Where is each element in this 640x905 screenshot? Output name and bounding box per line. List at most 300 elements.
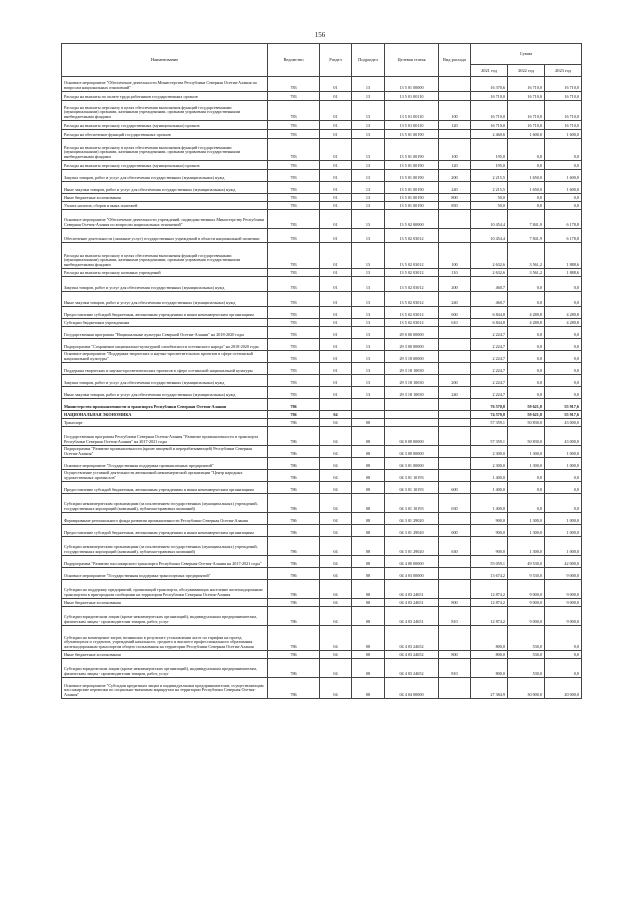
row-ved: 786 [268, 482, 320, 494]
row-name: Основное мероприятие "Государственная поддержка промышленных предприятий" [62, 458, 268, 470]
row-podrazdel: 13 [352, 269, 385, 277]
table-row [62, 651, 582, 659]
table-row [62, 513, 582, 525]
row-podrazdel: 13 [352, 375, 385, 387]
row-sum-2021: 6 844,8 [471, 319, 508, 327]
row-cs: 29 3 18 10030 [385, 387, 439, 399]
row-sum-2022: 4 280,8 [508, 319, 545, 327]
row-sum-2023: 0,0 [545, 351, 582, 363]
row-ved: 786 [268, 651, 320, 659]
row-razdel: 01 [320, 92, 352, 101]
row-sum-2023: 1 600,0 [545, 182, 582, 194]
row-name: Расходы на выплаты персоналу государственных (муниципальных) органов [62, 161, 268, 170]
row-razdel: 01 [320, 243, 352, 269]
row-cs: 13 5 02 03012 [385, 243, 439, 269]
row-sum-2021: 12 874,2 [471, 599, 508, 607]
row-ved: 786 [268, 470, 320, 482]
row-sum-2021: 460,7 [471, 277, 508, 292]
row-sum-2021: 2 224,7 [471, 327, 508, 339]
row-razdel: 04 [320, 599, 352, 607]
row-ved: 786 [268, 525, 320, 537]
row-sum-2021: 2 300,0 [471, 446, 508, 458]
row-podrazdel: 13 [352, 194, 385, 202]
row-sum-2023: 43 000,0 [545, 427, 582, 446]
row-sum-2023: 1 000,0 [545, 537, 582, 556]
row-sum-2022: 50 830,0 [508, 419, 545, 427]
table-row [62, 659, 582, 678]
row-sum-2021: 2 215,5 [471, 182, 508, 194]
table-row [62, 626, 582, 651]
row-cs: 13 5 02 03012 [385, 269, 439, 277]
row-vr [439, 556, 471, 568]
row-razdel: 04 [320, 651, 352, 659]
row-sum-2022: 530,0 [508, 626, 545, 651]
row-razdel: 04 [320, 659, 352, 678]
row-name: Подпрограмма "Развитие промышленности (кроме пищевой и перерабатывающей) Республики Северная Осетия-Алания" [62, 446, 268, 458]
row-sum-2023: 20 000,0 [545, 678, 582, 699]
row-sum-2021: 57 359,1 [471, 427, 508, 446]
row-name: Основное мероприятие "Обеспечение деятельности Министерства Республики Северная Осетия-Алания по вопросам национальных отношений" [62, 77, 268, 92]
row-razdel: 04 [320, 513, 352, 525]
row-name: Субсидии на поддержку предприятий, организаций транспорта, обслуживающих население железнодорожным транспортом в пригородном сообщении на территории Республики Северная Осетия-Алания [62, 580, 268, 599]
row-cs: 04 0 00 00000 [385, 427, 439, 446]
row-sum-2021: 76 570,8 [471, 399, 508, 411]
row-razdel: 04 [320, 446, 352, 458]
row-ved: 786 [268, 399, 320, 411]
row-sum-2021: 2 224,7 [471, 339, 508, 351]
row-razdel: 01 [320, 130, 352, 139]
table-row [62, 182, 582, 194]
row-podrazdel: 13 [352, 202, 385, 210]
row-razdel: 01 [320, 182, 352, 194]
row-name: Субсидии некоммерческим организациям (за исключением государственных (муниципальных) учреждений, государственных корпораций (компаний), публично-правовых компаний) [62, 494, 268, 513]
table-row [62, 599, 582, 607]
row-sum-2023: 0,0 [545, 139, 582, 161]
table-row [62, 202, 582, 210]
row-vr: 800 [439, 599, 471, 607]
row-razdel: 01 [320, 277, 352, 292]
row-razdel: 04 [320, 411, 352, 419]
row-sum-2023: 1 000,0 [545, 446, 582, 458]
row-sum-2023: 0,0 [545, 292, 582, 307]
row-sum-2023: 0,0 [545, 161, 582, 170]
row-podrazdel: 13 [352, 351, 385, 363]
row-sum-2023: 0,0 [545, 651, 582, 659]
row-sum-2023: 1 000,0 [545, 458, 582, 470]
row-vr: 200 [439, 277, 471, 292]
row-sum-2023: 55 917,6 [545, 411, 582, 419]
row-razdel: 01 [320, 139, 352, 161]
row-sum-2023: 0,0 [545, 482, 582, 494]
row-podrazdel: 13 [352, 130, 385, 139]
row-sum-2023: 4 280,8 [545, 319, 582, 327]
row-razdel: 01 [320, 319, 352, 327]
row-vr: 120 [439, 161, 471, 170]
row-name: Иные бюджетные ассигнования [62, 194, 268, 202]
row-razdel: 04 [320, 678, 352, 699]
row-podrazdel: 13 [352, 161, 385, 170]
table-row [62, 92, 582, 101]
row-cs: 29 3 18 10030 [385, 375, 439, 387]
header-ved: Ведомство [268, 44, 320, 77]
row-name: Расходы на выплаты персоналу казенных учреждений [62, 269, 268, 277]
row-sum-2022: 7 841,9 [508, 210, 545, 229]
row-podrazdel: 08 [352, 651, 385, 659]
row-sum-2022: 530,0 [508, 651, 545, 659]
row-razdel: 04 [320, 525, 352, 537]
table-row [62, 210, 582, 229]
row-ved: 783 [268, 202, 320, 210]
row-sum-2021: 195,0 [471, 139, 508, 161]
row-vr: 240 [439, 182, 471, 194]
row-sum-2023: 4 280,8 [545, 307, 582, 319]
row-vr [439, 513, 471, 525]
row-cs: 04 4 03 24652 [385, 626, 439, 651]
row-podrazdel: 13 [352, 339, 385, 351]
row-cs: 04 3 01 29020 [385, 537, 439, 556]
table-row [62, 494, 582, 513]
row-name: Иные закупки товаров, работ и услуг для обеспечения государственных (муниципальных) нужд [62, 292, 268, 307]
row-name: Предоставление субсидий бюджетным, автономным учреждениям и иным некоммерческим организациям [62, 525, 268, 537]
row-name: Основное мероприятие "Поддержка творческих и научно-просветительских проектов в сфере осетинской национальной культуры" [62, 351, 268, 363]
row-cs: 04 3 00 00000 [385, 446, 439, 458]
row-sum-2021: 74 570,8 [471, 411, 508, 419]
row-razdel: 01 [320, 161, 352, 170]
row-ved: 786 [268, 411, 320, 419]
row-sum-2021: 50,0 [471, 202, 508, 210]
row-razdel: 01 [320, 339, 352, 351]
row-sum-2021: 16 710,0 [471, 121, 508, 130]
row-sum-2023: 9 000,0 [545, 607, 582, 626]
row-ved: 786 [268, 659, 320, 678]
row-razdel: 01 [320, 202, 352, 210]
row-cs [385, 419, 439, 427]
row-cs: 13 5 01 00190 [385, 202, 439, 210]
row-cs: 04 4 00 00000 [385, 556, 439, 568]
row-cs: 13 5 02 03012 [385, 319, 439, 327]
header-year-2022: 2022 год [508, 65, 545, 77]
row-cs: 13 5 01 00190 [385, 139, 439, 161]
row-sum-2022: 0,0 [508, 363, 545, 375]
row-ved: 786 [268, 568, 320, 580]
row-ved: 783 [268, 363, 320, 375]
row-name: Уплата налогов, сборов и иных платежей [62, 202, 268, 210]
row-razdel: 01 [320, 101, 352, 121]
row-sum-2023: 1 600,0 [545, 170, 582, 182]
row-name: Расходы на выплаты персоналу в целях обеспечения выполнения функций государственными (муниципальными) органами, казенными учреждениями, органами управления государственными внебюджетными фондами [62, 243, 268, 269]
row-sum-2023: 1 000,0 [545, 513, 582, 525]
row-name: Основное мероприятие "Государственная поддержка транспортных предприятий" [62, 568, 268, 580]
row-cs: 13 5 02 03012 [385, 229, 439, 243]
row-name: Основное мероприятие "Субсидии кредитным лицам и индивидуальным предпринимателям, осуществляющим пассажирские перевозки по социально-значимым маршрутам на территории Республики Северная Осетия-Алания" [62, 678, 268, 699]
row-podrazdel: 13 [352, 363, 385, 375]
row-name: Обеспечение деятельности (оказание услуг) государственных учреждений в области национальной политики [62, 229, 268, 243]
table-row [62, 458, 582, 470]
table-row [62, 537, 582, 556]
row-name: Расходы на выплаты персоналу в целях обеспечения выполнения функций государственными (муниципальными) органами, казенными учреждениями, органами управления государственными внебюджетными фондами [62, 101, 268, 121]
row-sum-2021: 2 224,7 [471, 363, 508, 375]
row-podrazdel: 13 [352, 292, 385, 307]
row-razdel: 04 [320, 458, 352, 470]
row-podrazdel: 08 [352, 525, 385, 537]
row-sum-2023: 0,0 [545, 339, 582, 351]
row-podrazdel: 08 [352, 482, 385, 494]
row-sum-2022: 30 000,0 [508, 678, 545, 699]
row-vr [439, 399, 471, 411]
row-vr [439, 351, 471, 363]
row-ved: 783 [268, 339, 320, 351]
row-razdel [320, 399, 352, 411]
row-sum-2022: 0,0 [508, 139, 545, 161]
row-podrazdel: 08 [352, 458, 385, 470]
row-vr: 600 [439, 525, 471, 537]
row-podrazdel: 08 [352, 678, 385, 699]
table-row [62, 580, 582, 599]
row-cs: 04 4 03 24651 [385, 599, 439, 607]
table-row [62, 446, 582, 458]
row-sum-2023: 0,0 [545, 277, 582, 292]
row-sum-2023: 9 000,0 [545, 568, 582, 580]
row-name: Закупка товаров, работ и услуг для обеспечения государственных (муниципальных) нужд [62, 170, 268, 182]
row-cs: 29 0 00 00000 [385, 327, 439, 339]
row-ved: 783 [268, 210, 320, 229]
row-name: Расходы на выплаты по оплате труда работников государственных органов [62, 92, 268, 101]
header-name: Наименование [62, 44, 268, 77]
row-sum-2023: 0,0 [545, 494, 582, 513]
table-row [62, 161, 582, 170]
row-name: Субсидии бюджетным учреждениям [62, 319, 268, 327]
table-row [62, 194, 582, 202]
table-row [62, 387, 582, 399]
row-podrazdel: 08 [352, 599, 385, 607]
row-sum-2021: 900,0 [471, 513, 508, 525]
row-ved: 783 [268, 229, 320, 243]
table-row [62, 411, 582, 419]
row-name: Подпрограмма "Сохранение национально-культурной самобытности осетинского народа" на 2018-2020 годы [62, 339, 268, 351]
table-row [62, 139, 582, 161]
row-sum-2022: 0,0 [508, 327, 545, 339]
row-razdel: 01 [320, 292, 352, 307]
row-name: Основное мероприятие "Обеспечение деятельности учреждений, подведомственных Министерству Республики Северная Осетия-Алания по вопросам национальных отношений" [62, 210, 268, 229]
row-vr [439, 446, 471, 458]
row-ved: 783 [268, 319, 320, 327]
row-sum-2022: 0,0 [508, 470, 545, 482]
table-row [62, 351, 582, 363]
row-vr: 800 [439, 194, 471, 202]
row-name: Государственная программа Республики Северная Осетия-Алания "Развитие промышленности и транспорта Республики Северная Осетия-Алания" на 2017-2021 годы [62, 427, 268, 446]
row-cs: 04 3 01 29020 [385, 513, 439, 525]
row-podrazdel: 13 [352, 182, 385, 194]
row-sum-2022: 1 300,0 [508, 458, 545, 470]
header-podrazdel: Подраздел [352, 44, 385, 77]
row-cs [385, 411, 439, 419]
row-name: Предоставление субсидий бюджетным, автономным учреждениям и иным некоммерческим организациям [62, 482, 268, 494]
row-sum-2022: 16 710,0 [508, 101, 545, 121]
row-name: Субсидии юридическим лицам (кроме некоммерческих организаций), индивидуальным предпринимателям, физическим лицам - производителям товаров, работ, услуг [62, 659, 268, 678]
row-sum-2021: 10 454,4 [471, 210, 508, 229]
row-vr: 240 [439, 387, 471, 399]
row-podrazdel [352, 399, 385, 411]
row-razdel: 01 [320, 170, 352, 182]
row-name: Иные закупки товаров, работ и услуг для обеспечения государственных (муниципальных) нужд [62, 182, 268, 194]
row-ved: 783 [268, 327, 320, 339]
row-name: Закупка товаров, работ и услуг для обеспечения государственных (муниципальных) нужд [62, 375, 268, 387]
row-podrazdel: 13 [352, 387, 385, 399]
row-razdel: 01 [320, 363, 352, 375]
row-name: Расходы на выплаты персоналу государственных (муниципальных) органов [62, 121, 268, 130]
row-cs: 13 5 01 00110 [385, 101, 439, 121]
row-cs: 04 3 01 00000 [385, 458, 439, 470]
table-row [62, 319, 582, 327]
row-cs: 29 3 00 00000 [385, 339, 439, 351]
row-ved: 786 [268, 626, 320, 651]
row-razdel: 01 [320, 194, 352, 202]
table-row [62, 243, 582, 269]
row-cs: 04 4 03 24651 [385, 580, 439, 599]
row-vr: 100 [439, 101, 471, 121]
row-podrazdel: 08 [352, 419, 385, 427]
row-podrazdel: 13 [352, 319, 385, 327]
row-vr [439, 327, 471, 339]
row-sum-2022: 16 710,0 [508, 121, 545, 130]
row-vr: 630 [439, 494, 471, 513]
row-podrazdel: 13 [352, 229, 385, 243]
row-vr: 110 [439, 269, 471, 277]
row-razdel: 01 [320, 121, 352, 130]
row-razdel: 04 [320, 580, 352, 599]
row-sum-2022: 1 650,0 [508, 170, 545, 182]
table-row [62, 307, 582, 319]
row-razdel: 01 [320, 327, 352, 339]
row-vr [439, 210, 471, 229]
row-ved: 783 [268, 92, 320, 101]
row-sum-2023: 6 178,8 [545, 229, 582, 243]
row-podrazdel: 08 [352, 470, 385, 482]
row-ved: 786 [268, 446, 320, 458]
row-sum-2022: 0,0 [508, 161, 545, 170]
row-podrazdel [352, 411, 385, 419]
header-cs: Целевая статья [385, 44, 439, 77]
row-ved: 786 [268, 537, 320, 556]
row-razdel: 01 [320, 77, 352, 92]
row-razdel: 01 [320, 210, 352, 229]
row-podrazdel: 13 [352, 101, 385, 121]
table-row [62, 277, 582, 292]
row-cs: 29 3 18 10030 [385, 363, 439, 375]
row-sum-2023: 0,0 [545, 363, 582, 375]
row-name: Предоставление субсидий бюджетным, автономным учреждениям и иным некоммерческим организациям [62, 307, 268, 319]
row-podrazdel: 08 [352, 513, 385, 525]
row-podrazdel: 13 [352, 210, 385, 229]
row-sum-2021: 900,0 [471, 537, 508, 556]
row-razdel: 04 [320, 568, 352, 580]
row-podrazdel: 13 [352, 139, 385, 161]
row-sum-2021: 55 059,1 [471, 556, 508, 568]
row-sum-2021: 800,0 [471, 659, 508, 678]
row-sum-2023: 6 178,8 [545, 210, 582, 229]
row-ved: 786 [268, 419, 320, 427]
row-vr [439, 411, 471, 419]
row-razdel: 01 [320, 375, 352, 387]
row-ved: 783 [268, 387, 320, 399]
row-sum-2022: 0,0 [508, 292, 545, 307]
row-podrazdel: 08 [352, 580, 385, 599]
row-sum-2022: 0,0 [508, 277, 545, 292]
row-sum-2023: 1 888,6 [545, 269, 582, 277]
row-podrazdel: 08 [352, 607, 385, 626]
row-vr: 200 [439, 170, 471, 182]
row-sum-2022: 3 561,2 [508, 243, 545, 269]
row-ved: 783 [268, 161, 320, 170]
row-sum-2023: 43 000,0 [545, 419, 582, 427]
row-sum-2022: 1 300,0 [508, 537, 545, 556]
table-row [62, 170, 582, 182]
row-podrazdel: 08 [352, 556, 385, 568]
row-name: НАЦИОНАЛЬНАЯ ЭКОНОМИКА [62, 411, 268, 419]
row-razdel: 01 [320, 229, 352, 243]
table-row [62, 77, 582, 92]
row-vr [439, 678, 471, 699]
row-cs: 13 5 01 00190 [385, 194, 439, 202]
row-ved: 786 [268, 427, 320, 446]
header-razdel: Раздел [320, 44, 352, 77]
row-sum-2021: 2 632,6 [471, 269, 508, 277]
row-vr: 200 [439, 375, 471, 387]
table-row [62, 130, 582, 139]
row-sum-2022: 0,0 [508, 375, 545, 387]
row-sum-2023: 16 710,0 [545, 101, 582, 121]
row-sum-2021: 6 844,8 [471, 307, 508, 319]
row-sum-2023: 0,0 [545, 194, 582, 202]
table-body [62, 77, 582, 699]
row-vr: 850 [439, 202, 471, 210]
table-row [62, 327, 582, 339]
row-name: Субсидии на возмещение затрат, возникших в результате установления льгот по тарифам на проезд обучающихся и студентов, учреждений начального, среднего и высшего профессионального образования железнодорожным транспортом общего пользования на территории Республики Северная Осетия-Алания [62, 626, 268, 651]
row-vr [439, 363, 471, 375]
row-cs: 04 3 01 10193 [385, 470, 439, 482]
table-row [62, 482, 582, 494]
table-row [62, 470, 582, 482]
row-cs: 04 3 01 10193 [385, 482, 439, 494]
row-sum-2022: 3 561,2 [508, 269, 545, 277]
table-row [62, 292, 582, 307]
row-sum-2022: 9 530,0 [508, 568, 545, 580]
row-sum-2022: 0,0 [508, 387, 545, 399]
row-sum-2022: 0,0 [508, 339, 545, 351]
row-sum-2022: 1 300,0 [508, 513, 545, 525]
row-sum-2021: 27 384,9 [471, 678, 508, 699]
row-sum-2022: 59 621,8 [508, 399, 545, 411]
row-ved: 783 [268, 101, 320, 121]
row-sum-2023: 0,0 [545, 375, 582, 387]
row-cs: 13 5 02 03012 [385, 277, 439, 292]
row-razdel: 04 [320, 470, 352, 482]
row-sum-2023: 16 710,0 [545, 92, 582, 101]
row-sum-2023: 1 600,0 [545, 130, 582, 139]
row-razdel: 01 [320, 351, 352, 363]
row-sum-2022: 0,0 [508, 482, 545, 494]
row-name: Субсидии юридическим лицам (кроме некоммерческих организаций), индивидуальным предпринимателям, физическим лицам - производителям товаров, работ, услуг [62, 607, 268, 626]
row-vr: 630 [439, 537, 471, 556]
row-sum-2022: 1 300,0 [508, 525, 545, 537]
row-razdel: 04 [320, 626, 352, 651]
row-name: Формирование регионального фонда развития промышленности Республики Северная Осетия-Алания [62, 513, 268, 525]
row-vr [439, 339, 471, 351]
table-row [62, 678, 582, 699]
row-sum-2022: 16 710,0 [508, 92, 545, 101]
row-name: Министерство промышленности и транспорта Республики Северная Осетия-Алания [62, 399, 268, 411]
row-ved: 783 [268, 194, 320, 202]
